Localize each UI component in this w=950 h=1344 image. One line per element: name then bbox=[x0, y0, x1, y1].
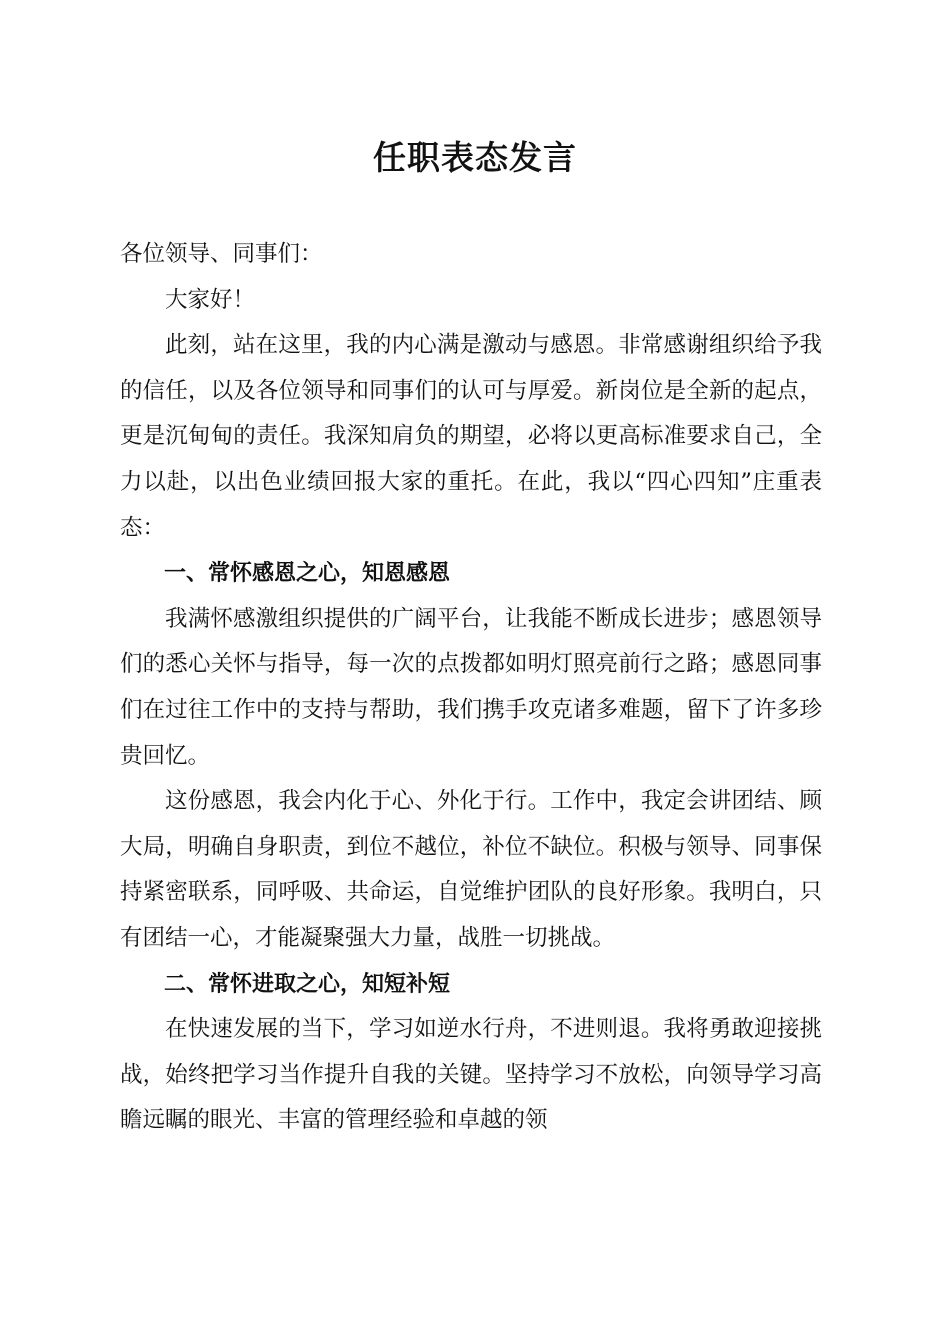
intro-paragraph: 此刻，站在这里，我的内心满是激动与感恩。非常感谢组织给予我的信任，以及各位领导和同事们的认可与厚爱。新岗位是全新的起点，更是沉甸甸的责任。我深知肩负的期望，必将以更高标准要求自己，全力以赴，以出色业绩回报大家的重托。在此，我以“四心四知”庄重表态： bbox=[120, 332, 822, 541]
section-1-paragraph-1: 我满怀感激组织提供的广阔平台，让我能不断成长进步；感恩领导们的悉心关怀与指导，每一次的点拨都如明灯照亮前行之路；感恩同事们在过往工作中的支持与帮助，我们携手攻克诸多难题，留下了许多珍贵回忆。 bbox=[120, 605, 822, 769]
salutation: 各位领导、同事们： bbox=[120, 241, 323, 267]
document-body bbox=[120, 232, 822, 1144]
document-title: 任职表态发言 bbox=[373, 138, 577, 177]
section-2-paragraph-1: 在快速发展的当下，学习如逆水行舟，不进则退。我将勇敢迎接挑战，始终把学习当作提升自我的关键。坚持学习不放松，向领导学习高瞻远瞩的眼光、丰富的管理经验和卓越的领 bbox=[120, 1016, 822, 1134]
section-1-paragraph-2: 这份感恩，我会内化于心、外化于行。工作中，我定会讲团结、顾大局，明确自身职责，到位不越位，补位不缺位。积极与领导、同事保持紧密联系，同呼吸、共命运，自觉维护团队的良好形象。我明白，只有团结一心，才能凝聚强大力量，战胜一切挑战。 bbox=[120, 788, 822, 951]
section-heading-2: 二、常怀进取之心，知短补短 bbox=[164, 971, 451, 997]
section-heading-1: 一、常怀感恩之心，知恩感恩 bbox=[164, 561, 451, 587]
greeting: 大家好！ bbox=[165, 286, 256, 313]
